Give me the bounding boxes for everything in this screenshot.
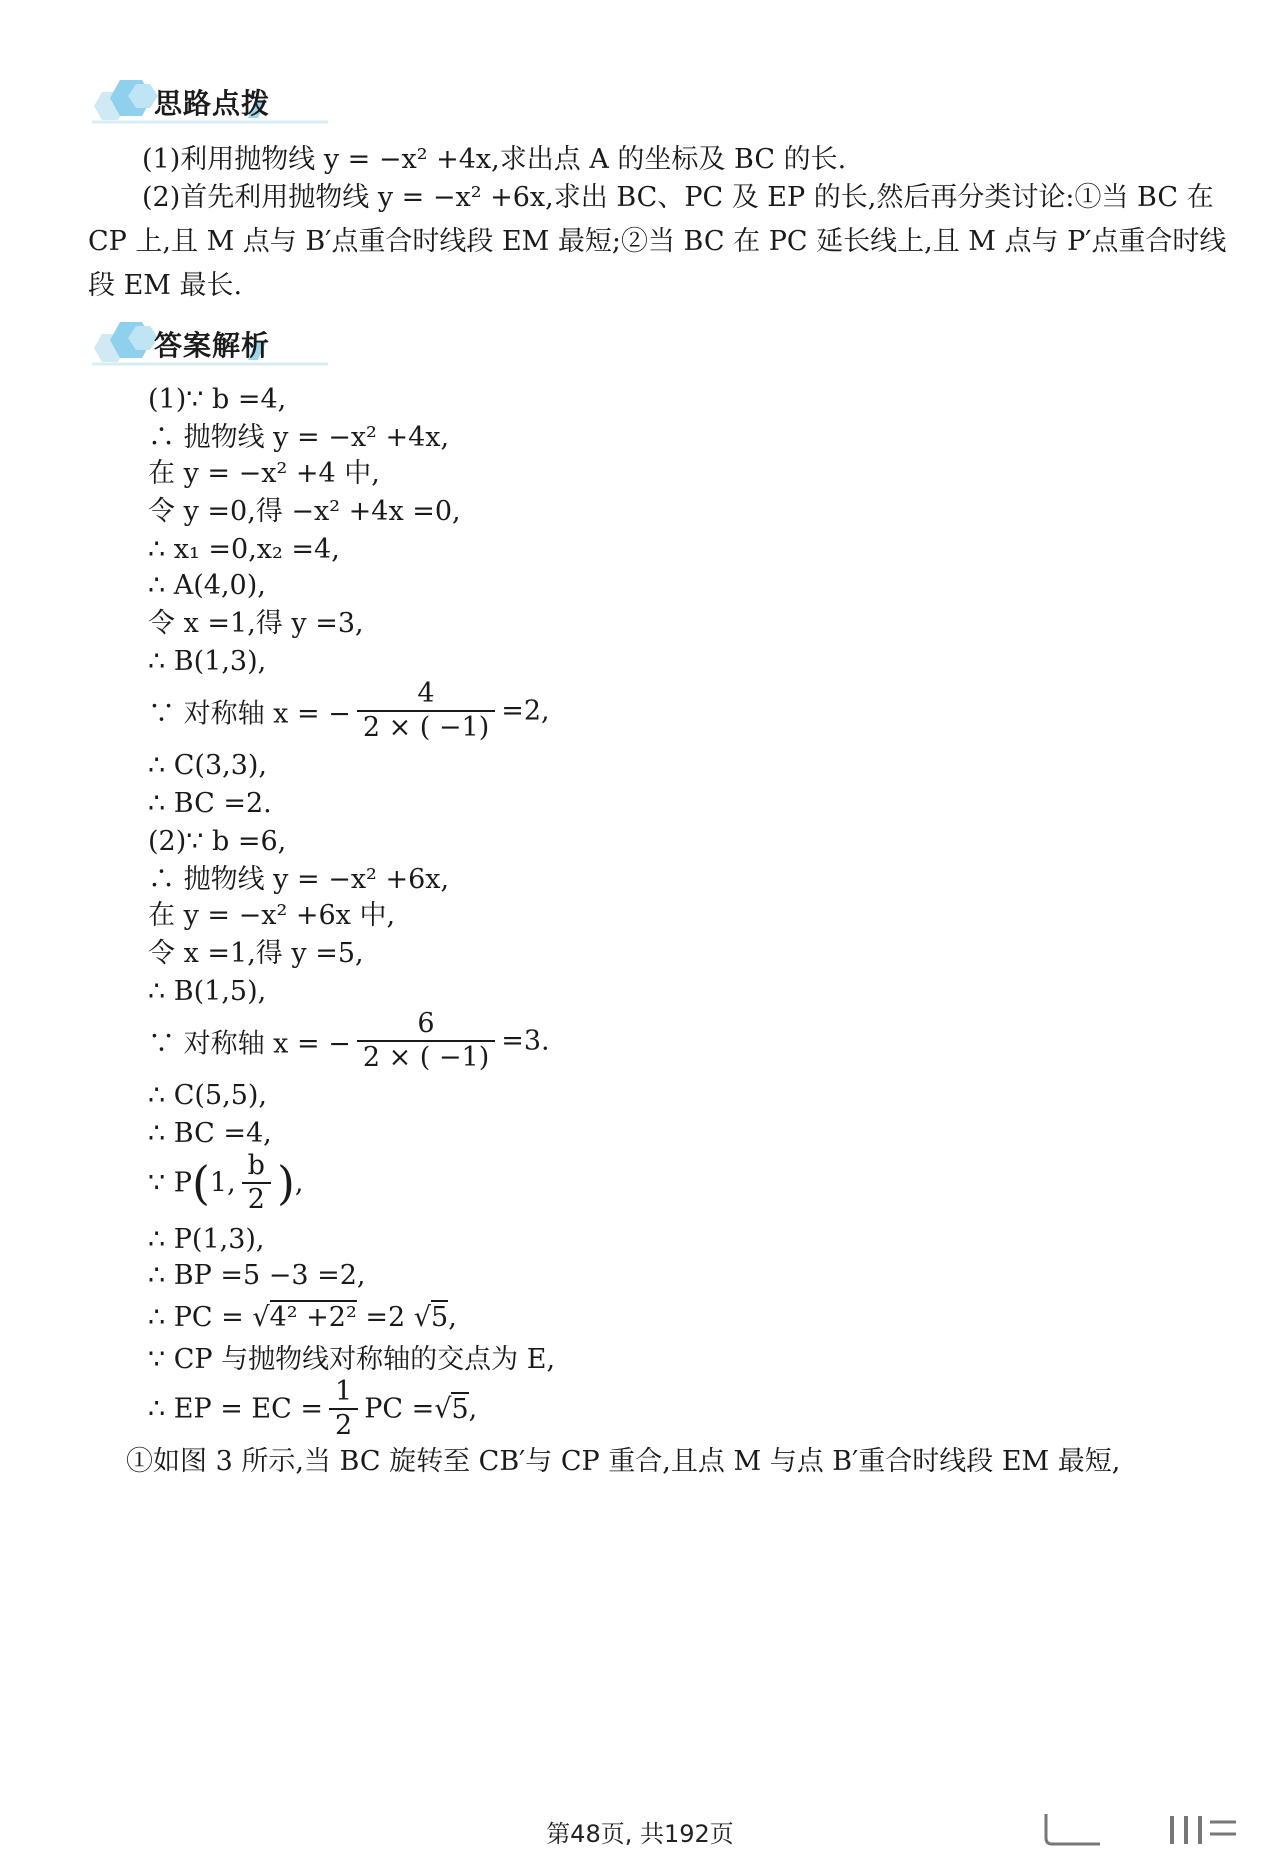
answer-line: ∴ B(1,3), <box>148 646 267 677</box>
fraction-numerator: b <box>247 1150 265 1181</box>
formula-suffix: =2, <box>501 695 550 727</box>
fraction <box>357 678 495 744</box>
right-paren: ) <box>276 1156 295 1210</box>
formula-prefix: ∴ EP = EC = <box>148 1393 323 1425</box>
answer-line: ∴ 抛物线 y = −x² +6x, <box>148 864 450 895</box>
answer-section-header <box>88 312 328 372</box>
answer-line: ∴ B(1,5), <box>148 976 267 1007</box>
fraction-denominator: 2 <box>242 1182 271 1216</box>
answer-title: 答案解析 <box>154 329 271 362</box>
ep-formula <box>148 1376 477 1446</box>
answer-line: ∴ C(3,3), <box>148 750 268 781</box>
answer-line: ∴ C(5,5), <box>148 1080 268 1111</box>
radicand: 5 <box>431 1302 449 1333</box>
hint-title: 思路点拨 <box>154 87 271 120</box>
fraction-denominator: 2 × ( −1) <box>357 710 495 744</box>
axis-formula-1 <box>148 678 550 748</box>
answer-line: ∴ BC =2. <box>148 788 272 819</box>
fraction <box>242 1150 271 1216</box>
answer-line: ∴ BC =4, <box>148 1118 272 1149</box>
formula-part: PC = <box>364 1393 435 1425</box>
answer-line: 令 x =1,得 y =5, <box>148 938 364 969</box>
answer-line: 在 y = −x² +6x 中, <box>148 900 396 931</box>
hint-paragraph-2: (2)首先利用抛物线 y = −x² +6x,求出 BC、PC 及 EP 的长,然后再分类讨论:①当 BC 在 CP 上,且 M 点与 B′点重合时线段 EM 最短;②当 BC 在 PC 延长线上,且 M 点与 P′点重合时线段 EM 最长. <box>88 182 1227 301</box>
answer-line: ①如图 3 所示,当 BC 旋转至 CB′与 CP 重合,且点 M 与点 B′重合时线段 EM 最短, <box>126 1446 1121 1477</box>
sqrt-icon: √ <box>413 1302 431 1333</box>
scan-marks-icon <box>1040 1810 1250 1850</box>
axis-formula-2 <box>148 1008 550 1078</box>
fraction-numerator: 4 <box>417 678 435 709</box>
page-number: 第48页, 共192页 <box>546 1820 734 1848</box>
answer-line: ∴ BP =5 −3 =2, <box>148 1260 366 1291</box>
answer-line: (1)∵ b =4, <box>148 384 287 415</box>
radicand: 4² +2² <box>269 1302 357 1333</box>
pc-length-formula <box>148 1296 457 1340</box>
radicand: 5 <box>451 1393 469 1425</box>
fraction-numerator: 6 <box>417 1008 435 1039</box>
formula-suffix: =3. <box>501 1025 550 1057</box>
left-paren: ( <box>191 1156 210 1210</box>
formula-part: 1, <box>209 1167 236 1199</box>
formula-part: =2 <box>356 1302 414 1333</box>
answer-line: 令 y =0,得 −x² +4x =0, <box>148 496 461 527</box>
fraction <box>357 1008 495 1074</box>
formula-suffix: , <box>294 1167 304 1199</box>
answer-line: 令 x =1,得 y =3, <box>148 608 364 639</box>
fraction-numerator: 1 <box>335 1376 353 1407</box>
answer-line: 在 y = −x² +4 中, <box>148 458 380 489</box>
sqrt-icon: √ <box>434 1393 452 1425</box>
fraction-denominator: 2 × ( −1) <box>357 1040 495 1074</box>
formula-suffix: , <box>468 1393 478 1425</box>
hint-paragraph-1: (1)利用抛物线 y = −x² +4x,求出点 A 的坐标及 BC 的长. <box>142 144 847 175</box>
answer-line: ∴ P(1,3), <box>148 1224 265 1255</box>
answer-line: ∴ x₁ =0,x₂ =4, <box>148 534 340 565</box>
fraction <box>329 1376 358 1442</box>
answer-line: ∴ 抛物线 y = −x² +4x, <box>148 422 450 453</box>
fraction-denominator: 2 <box>329 1408 358 1442</box>
answer-line: ∴ A(4,0), <box>148 570 266 601</box>
formula-prefix: ∴ PC = <box>148 1302 253 1333</box>
formula-prefix: ∵ 对称轴 x = − <box>148 698 351 730</box>
formula-prefix: ∵ 对称轴 x = − <box>148 1028 351 1060</box>
point-p-formula <box>148 1150 304 1220</box>
hint-section-header <box>88 70 328 130</box>
answer-line: (2)∵ b =6, <box>148 826 287 857</box>
formula-suffix: , <box>448 1302 457 1333</box>
formula-prefix: ∵ P <box>148 1167 192 1199</box>
answer-line: ∵ CP 与抛物线对称轴的交点为 E, <box>148 1344 556 1375</box>
sqrt-icon: √ <box>252 1302 270 1333</box>
